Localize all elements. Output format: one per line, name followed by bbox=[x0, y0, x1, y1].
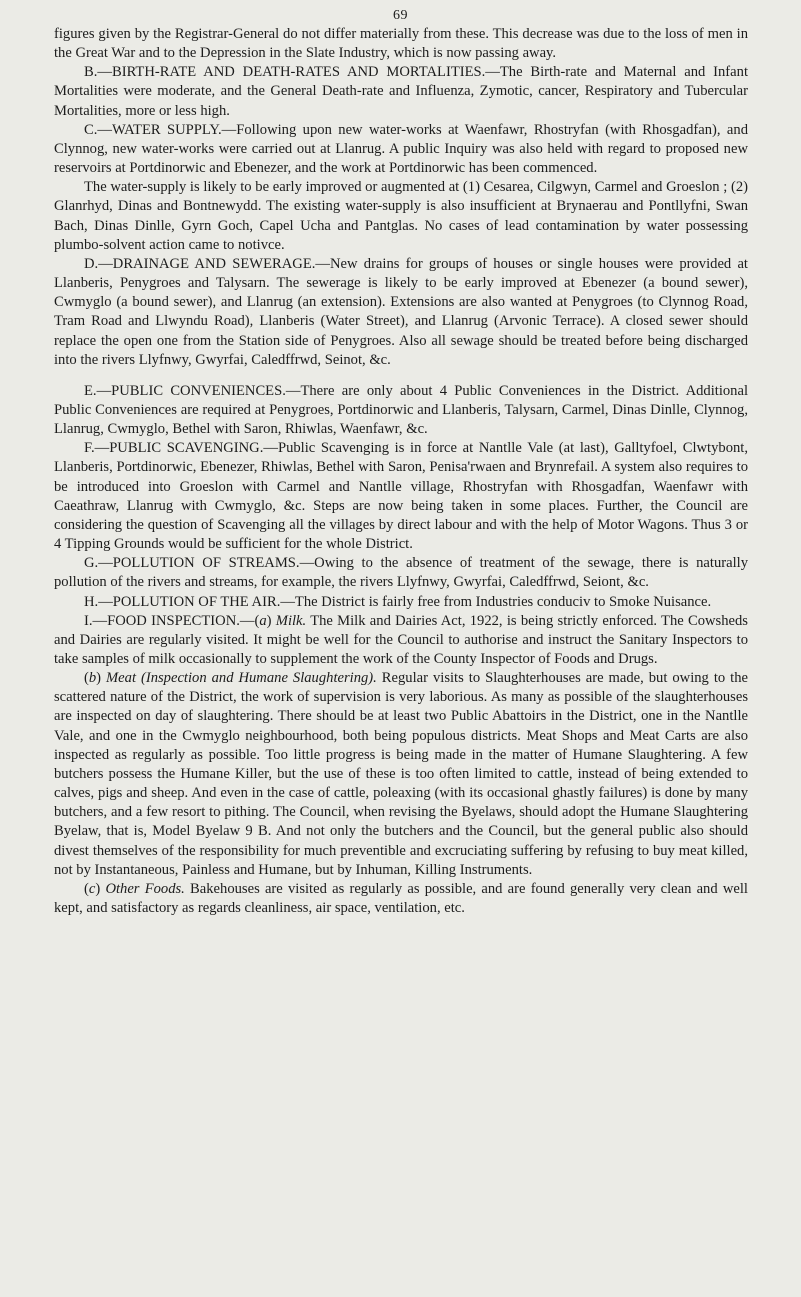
paragraph-text: Regular visits to Slaughterhouses are made, but owing to the scattered nature of the District, the work of supervision is very laborious. As many as possible of the slaughterhouses are inspected on day of slaughtering. There should be at least two Public Abattoirs in the District, one in the Nantlle Vale, and one in the Cwmyglo neighbourhood, both being populous districts. Meat Shops and Meat Carts are also inspected as regularly as possible. Too little progress is being made in the matter of Humane Slaughtering. A few butchers possess the Humane Killer, but the use of these is too often limited to cattle, instead of being extended to calves, pigs and sheep. And even in the case of cattle, poleaxing (with its occasional ghastly failures) is done by many butchers, and a few resort to pithing. The Council, when revising the Byelaws, should adopt the Humane Slaughtering Byelaw, that is, Model Byelaw 9 B. And not only the butchers and the Council, but the general public also should divest themselves of the responsibility for much preventible and excruciating suffering by refusing to buy meat killed, not by Instantaneous, Painless and Humane, but by Inhuman, Killing Instruments. bbox=[54, 670, 748, 878]
paragraph-text: ( bbox=[84, 880, 89, 897]
paragraph-c bbox=[54, 121, 748, 178]
paragraph-intro bbox=[54, 25, 748, 63]
paragraph-text: ) bbox=[95, 880, 106, 897]
paragraph-text: Bakehouses are visited as regularly as possible, and are found generally very clean and well kept, and satisfactory as regards cleanliness, air space, ventilation, etc. bbox=[54, 880, 748, 917]
report-body bbox=[54, 25, 748, 918]
paragraph-text: H.—POLLUTION OF THE AIR.—The District is fairly free from Industries conduciv to Smoke Nuisance. bbox=[84, 593, 712, 610]
paragraph-i_c bbox=[54, 880, 748, 918]
paragraph-text: F.—PUBLIC SCAVENGING.—Public Scavenging is in force at Nantlle Vale (at last), Galltyfoel, Clwtybont, Llanberis, Portdinorwic, Ebenezer, Rhiwlas, Bethel with Saron, Penisa'rwaen and Brynrefail. A system also requires to be introduced into Groeslon with Carmel and Nantlle village, Rhostryfan with Rhosgadfan, Waenfawr with Caeathraw, Llanrug with Cwmyglo, &c. Steps are now being taken in some places. Further, the Council are considering the question of Scavenging all the villages by direct labour and with the help of Motor Wagons. Thus 3 or 4 Tipping Grounds would be sufficient for the whole District. bbox=[54, 440, 748, 553]
italic-text: a bbox=[259, 612, 267, 629]
italic-text: b bbox=[88, 670, 97, 687]
paragraph-b bbox=[54, 63, 748, 120]
paragraph-f bbox=[54, 439, 748, 554]
paragraph-text: The water-supply is likely to be early improved or augmented at (1) Cesarea, Cilgwyn, Carmel and Groeslon ; (2) Glanrhyd, Dinas and Bontnewydd. The existing water-supply is also insufficient at Brynaerau and Pontllyfni, Swan Bach, Dinas Dinlle, Gyrn Goch, Capel Ucha and Pantglas. No cases of lead contamination by water possessing plumbo-solvent action came to notivce. bbox=[54, 179, 748, 253]
paragraph-text: G.—POLLUTION OF STREAMS.—Owing to the absence of treatment of the sewage, there is naturally pollution of the rivers and streams, for example, the rivers Llyfnwy, Gwyrfai, Caledffrwd, Seiont, &c. bbox=[54, 555, 748, 591]
paragraph-h bbox=[54, 593, 748, 612]
paragraph-text: C.—WATER SUPPLY.—Following upon new water-works at Waenfawr, Rhostryfan (with Rhosgadfan), and Clynnog, new water-works were carried out at Llanrug. A public Inquiry was also held with regard to proposed new reservoirs at Portdinorwic and Ebenezer, and the work at Portdinorwic has been commenced. bbox=[54, 121, 748, 177]
paragraph-c2 bbox=[54, 178, 748, 255]
paragraph-text: D.—DRAINAGE AND SEWERAGE.—New drains for groups of houses or single houses were provided at Llanberis, Penygroes and Talysarn. The sewerage is likely to be early improved at Ebenezer (a bound sewer), Cwmyglo (a bound sewer), and Llanrug (an extension). Extensions are also wanted at Penygroes (to Clynnog Road, Tram Road and Llwyndu Road), Llanberis (Water Street), and Llanrug (Arvonic Terrace). A closed sewer should replace the open one from the Station side of Penygroes. Also all sewage should be treated before being discharged into the rivers Llyfnwy, Gwyrfai, Caledffrwd, Seinot, &c. bbox=[54, 255, 748, 368]
paragraph-g bbox=[54, 554, 748, 592]
paragraph-text: B.—BIRTH-RATE AND DEATH-RATES AND MORTALITIES.—The Birth-rate and Maternal and Infant Mortalities were moderate, and the General Death-rate and Influenza, Zymotic, cancer, Respiratory and Tubercular Mortalities, more or less high. bbox=[54, 64, 748, 119]
paragraph-text: ) bbox=[266, 612, 276, 629]
paragraph-text: figures given by the Registrar-General do not differ materially from these. This decrease was due to the loss of men in the Great War and to the Depression in the Slate Industry, which is now passing away. bbox=[54, 26, 748, 62]
paragraph-i_b bbox=[54, 669, 748, 880]
italic-text: Other Foods. bbox=[105, 880, 185, 897]
page-number: 69 bbox=[393, 8, 408, 23]
paragraph-text: E.—PUBLIC CONVENIENCES.—There are only about 4 Public Conveniences in the District. Additional Public Conveniences are required at Penygroes, Portdinorwic and Llanberis, Talysarn, Carmel, Dinas Dinlle, Clynnog, Llanrug, Cwmyglo, Bethel with Saron, Rhiwlas, Waenfawr, &c. bbox=[54, 382, 748, 438]
paragraph-e bbox=[54, 382, 748, 439]
italic-text: Meat (Inspection and Humane Slaughtering). bbox=[106, 670, 377, 687]
paragraph-text: The Milk and Dairies Act, 1922, is being strictly enforced. The Cowsheds and Dairies are regularly visited. It might be well for the Council to authorise and instruct the Sanitary Inspectors to take samples of milk occasionally to supplement the work of the County Inspector of Foods and Drugs. bbox=[54, 612, 748, 667]
paragraph-i bbox=[54, 612, 748, 669]
italic-text: Milk. bbox=[275, 612, 307, 629]
paragraph-text: ( bbox=[84, 670, 89, 687]
paragraph-text: ) bbox=[96, 670, 107, 687]
paragraph-text: I.—FOOD INSPECTION.—( bbox=[84, 612, 260, 629]
italic-text: c bbox=[88, 880, 96, 897]
paragraph-d bbox=[54, 255, 748, 370]
